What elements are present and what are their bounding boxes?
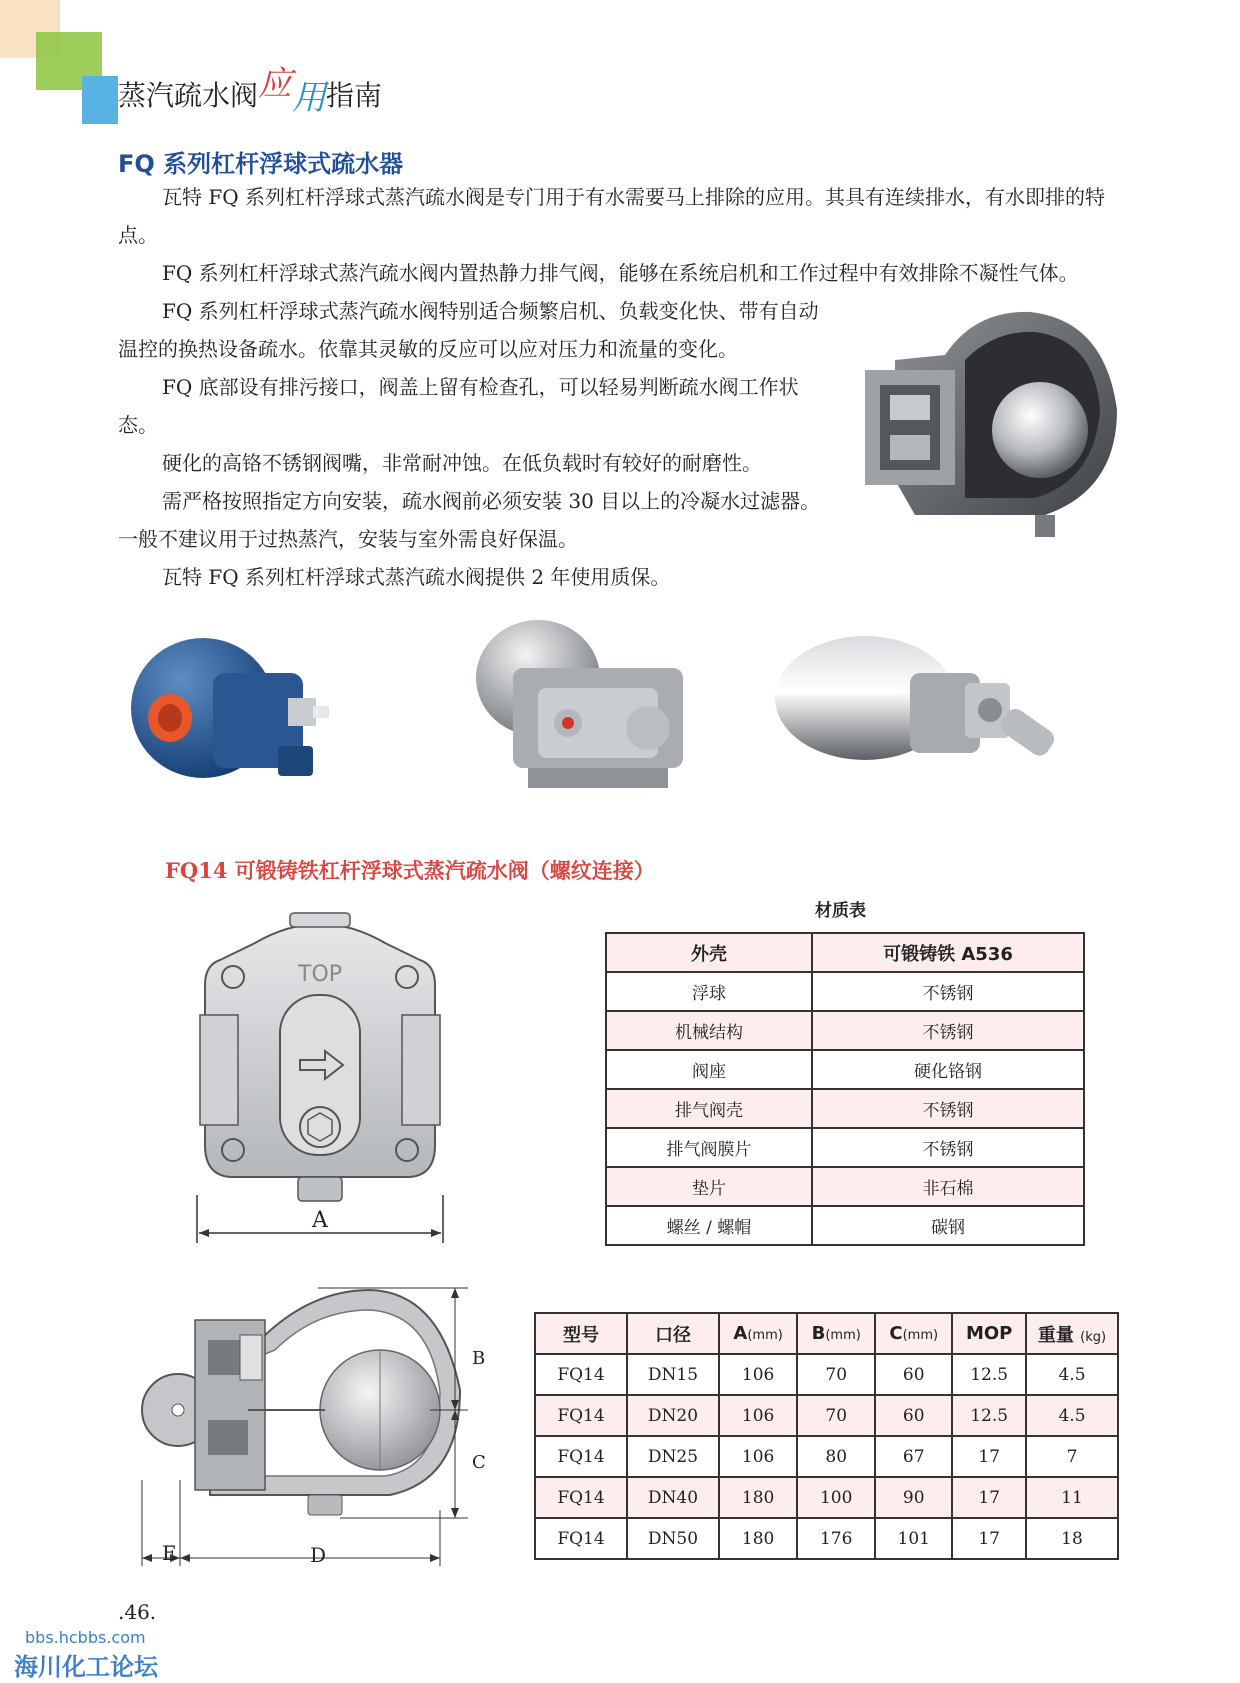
material-part-cell: 排气阀膜片 — [606, 1128, 812, 1167]
material-part-cell: 螺丝 / 螺帽 — [606, 1206, 812, 1245]
paragraph-1: 瓦特 FQ 系列杠杆浮球式蒸汽疏水阀是专门用于有水需要马上排除的应用。其具有连续排水，有水即排的特点。 — [118, 185, 1105, 247]
spec-cell: 4.5 — [1026, 1395, 1118, 1436]
front-view-top-label: TOP — [298, 962, 343, 987]
spec-header-b — [797, 1313, 875, 1354]
paragraph-5: 硬化的高铬不锈钢阀嘴，非常耐冲蚀。在低负载时有较好的耐磨性。 — [162, 451, 762, 475]
spec-header-weight-label: 重量 — [1037, 1324, 1074, 1346]
product-photo-stainless — [770, 618, 1070, 803]
table-row — [606, 1011, 1084, 1050]
spec-header-a — [719, 1313, 797, 1354]
paragraph-6: 需严格按照指定方向安装，疏水阀前必须安装 30 目以上的冷凝水过滤器。一般不建议用于过热蒸汽，安装与室外需良好保温。 — [118, 489, 821, 551]
material-part-cell: 垫片 — [606, 1167, 812, 1206]
dim-label-d: D — [310, 1543, 327, 1567]
spec-table — [534, 1312, 1119, 1560]
paragraph-4: FQ 底部设有排污接口，阀盖上留有检查孔，可以轻易判断疏水阀工作状态。 — [118, 375, 799, 437]
material-part-cell: 浮球 — [606, 972, 812, 1011]
spec-cell: 17 — [952, 1477, 1026, 1518]
spec-cell: DN15 — [627, 1354, 719, 1395]
spec-cell: 12.5 — [952, 1395, 1026, 1436]
spec-header-mop: MOP — [952, 1313, 1026, 1354]
material-part-cell: 排气阀壳 — [606, 1089, 812, 1128]
header-title — [118, 64, 383, 118]
material-table-header-row — [606, 933, 1084, 972]
spec-cell: 106 — [719, 1395, 797, 1436]
spec-cell: FQ14 — [535, 1395, 627, 1436]
spec-cell: FQ14 — [535, 1436, 627, 1477]
spec-cell: 7 — [1026, 1436, 1118, 1477]
product-photo-silver — [468, 618, 698, 808]
spec-cell: DN50 — [627, 1518, 719, 1559]
spec-header-a-label: A — [733, 1323, 748, 1344]
material-part-cell: 机械结构 — [606, 1011, 812, 1050]
spec-cell: 4.5 — [1026, 1354, 1118, 1395]
material-value-cell: 不锈钢 — [812, 972, 1084, 1011]
table-row — [606, 1050, 1084, 1089]
spec-cell: 12.5 — [952, 1354, 1026, 1395]
table-row — [606, 1089, 1084, 1128]
spec-cell: DN20 — [627, 1395, 719, 1436]
table-row — [535, 1518, 1118, 1559]
spec-cell: 60 — [875, 1354, 952, 1395]
section-title: FQ 系列杠杆浮球式疏水器 — [118, 150, 404, 178]
spec-cell: 180 — [719, 1477, 797, 1518]
spec-cell: 60 — [875, 1395, 952, 1436]
spec-cell: FQ14 — [535, 1354, 627, 1395]
spec-cell: FQ14 — [535, 1518, 627, 1559]
spec-header-a-unit: (mm) — [747, 1328, 783, 1343]
material-value-cell: 不锈钢 — [812, 1089, 1084, 1128]
spec-cell: DN25 — [627, 1436, 719, 1477]
spec-cell: 70 — [797, 1354, 875, 1395]
dim-label-b: B — [472, 1348, 486, 1369]
spec-cell: 106 — [719, 1436, 797, 1477]
watermark-url: bbs.hcbbs.com — [25, 1628, 146, 1647]
spec-header-b-unit: (mm) — [825, 1328, 861, 1343]
spec-cell: DN40 — [627, 1477, 719, 1518]
spec-header-b-label: B — [811, 1323, 826, 1344]
spec-header-size: 口径 — [627, 1313, 719, 1354]
spec-cell: 176 — [797, 1518, 875, 1559]
material-table — [605, 932, 1085, 1246]
table-row — [606, 972, 1084, 1011]
table-row — [535, 1436, 1118, 1477]
dim-label-e: E — [162, 1541, 177, 1565]
section-view-drawing — [140, 1280, 505, 1568]
header-square-blue — [82, 76, 118, 124]
spec-cell: FQ14 — [535, 1477, 627, 1518]
spec-cell: 70 — [797, 1395, 875, 1436]
spec-cell: 17 — [952, 1518, 1026, 1559]
spec-cell: 100 — [797, 1477, 875, 1518]
table-row — [606, 1128, 1084, 1167]
material-value-cell: 硬化铬钢 — [812, 1050, 1084, 1089]
material-part-cell: 阀座 — [606, 1050, 812, 1089]
dim-label-a: A — [312, 1208, 328, 1233]
spec-header-model: 型号 — [535, 1313, 627, 1354]
header-title-part1: 蒸汽疏水阀 — [118, 79, 259, 112]
spec-cell: 11 — [1026, 1477, 1118, 1518]
spec-cell: 67 — [875, 1436, 952, 1477]
table-row — [535, 1354, 1118, 1395]
spec-table-header-row — [535, 1313, 1118, 1354]
front-view-drawing — [195, 905, 445, 1245]
spec-header-weight-unit: (kg) — [1080, 1329, 1107, 1345]
spec-cell: 101 — [875, 1518, 952, 1559]
spec-cell: 106 — [719, 1354, 797, 1395]
table-row — [535, 1395, 1118, 1436]
table-row — [606, 1206, 1084, 1245]
material-value-cell: 非石棉 — [812, 1167, 1084, 1206]
page-number: .46. — [118, 1600, 157, 1624]
spec-header-c-label: C — [889, 1323, 903, 1344]
material-value-cell: 碳钢 — [812, 1206, 1084, 1245]
spec-header-c — [875, 1313, 952, 1354]
spec-cell: 18 — [1026, 1518, 1118, 1559]
paragraph-3: FQ 系列杠杆浮球式蒸汽疏水阀特别适合频繁启机、负载变化快、带有自动温控的换热设备疏水。依靠其灵敏的反应可以应对压力和流量的变化。 — [118, 299, 819, 361]
header-title-part2: 指南 — [326, 79, 383, 112]
header-title-accent2: 用 — [292, 78, 327, 118]
dim-label-c: C — [472, 1452, 486, 1473]
paragraph-7: 瓦特 FQ 系列杠杆浮球式蒸汽疏水阀提供 2 年使用质保。 — [162, 565, 671, 589]
spec-cell: 90 — [875, 1477, 952, 1518]
material-header-material: 可锻铸铁 A536 — [812, 933, 1084, 972]
spec-header-c-unit: (mm) — [902, 1328, 939, 1343]
watermark-name: 海川化工论坛 — [14, 1653, 158, 1681]
spec-cell: 80 — [797, 1436, 875, 1477]
material-value-cell: 不锈钢 — [812, 1011, 1084, 1050]
spec-cell: 180 — [719, 1518, 797, 1559]
table-row — [606, 1167, 1084, 1206]
cutaway-photo — [855, 300, 1125, 545]
material-header-part: 外壳 — [606, 933, 812, 972]
spec-header-weight — [1026, 1313, 1118, 1354]
product-photo-blue — [128, 628, 338, 793]
product-subtitle: FQ14 可锻铸铁杠杆浮球式蒸汽疏水阀（螺纹连接） — [165, 858, 655, 883]
table-row — [535, 1477, 1118, 1518]
material-table-caption: 材质表 — [815, 901, 866, 921]
spec-cell: 17 — [952, 1436, 1026, 1477]
header-title-accent1: 应 — [258, 64, 293, 104]
material-value-cell: 不锈钢 — [812, 1128, 1084, 1167]
paragraph-2: FQ 系列杠杆浮球式蒸汽疏水阀内置热静力排气阀，能够在系统启机和工作过程中有效排除不凝性气体。 — [162, 261, 1079, 285]
